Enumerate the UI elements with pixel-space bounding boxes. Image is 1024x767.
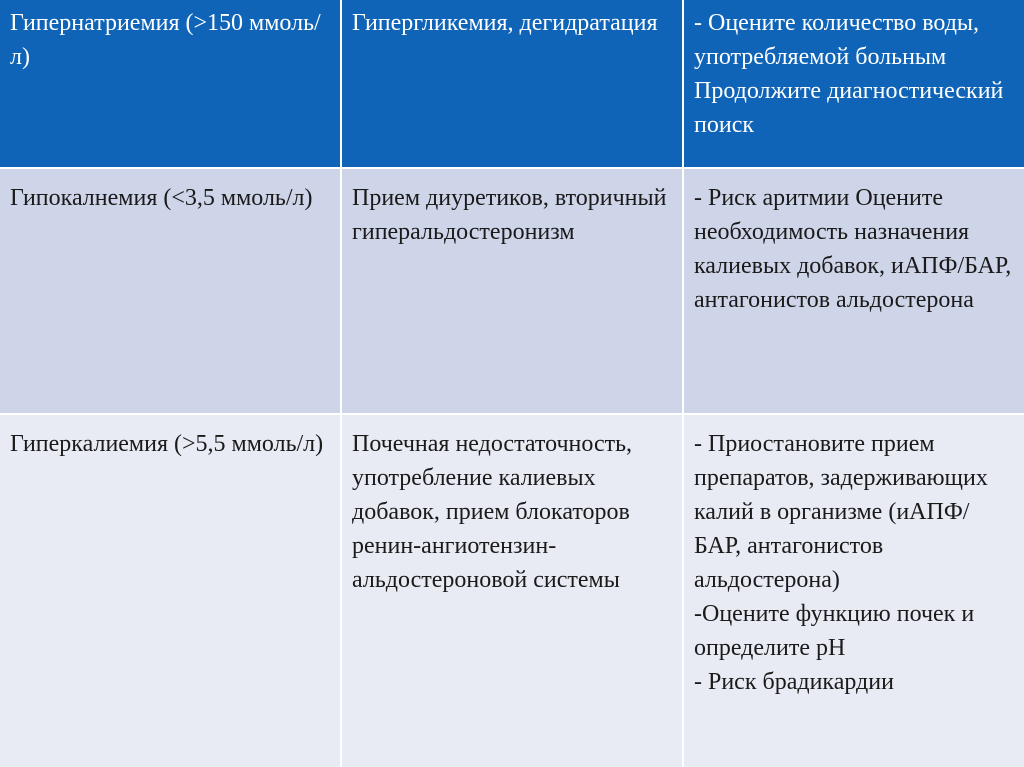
cause-text: Гипергликемия, дегидратация <box>352 10 658 36</box>
table-row <box>0 168 1024 414</box>
condition-text: Гипокалнемия (<3,5 ммоль/л) <box>10 185 313 211</box>
action-line: -Оцените функцию почек и определите pH <box>694 601 975 661</box>
action-text: - Оцените количество воды, употребляемой больным Продолжите диагностический поиск <box>694 10 1004 138</box>
cause-cell <box>341 0 683 168</box>
action-line: - Риск брадикардии <box>694 669 894 695</box>
cause-cell <box>341 414 683 767</box>
action-text: - Риск аритмии Оцените необходимость назначения калиевых добавок, иАПФ/БАР, антагонистов альдостерона <box>694 185 1012 313</box>
condition-cell <box>0 168 341 414</box>
cause-text: Прием диуретиков, вторичный гиперальдостеронизм <box>352 185 667 245</box>
action-cell <box>683 168 1024 414</box>
cause-cell <box>341 168 683 414</box>
action-line: - Приостановите прием препаратов, задерживающих калий в организме (иАПФ/БАР, антагонистов альдостерона) <box>694 431 988 593</box>
condition-text: Гипернатриемия (>150 ммоль/л) <box>10 10 321 70</box>
condition-text: Гиперкалиемия (>5,5 ммоль/л) <box>10 431 324 457</box>
table-row <box>0 0 1024 168</box>
condition-cell <box>0 0 341 168</box>
action-cell <box>683 414 1024 767</box>
condition-cell <box>0 414 341 767</box>
action-cell <box>683 0 1024 168</box>
table-row <box>0 414 1024 767</box>
cause-text: Почечная недостаточность, употребление калиевых добавок, прием блокаторов ренин-ангиотензин-альдостероновой системы <box>352 431 633 593</box>
